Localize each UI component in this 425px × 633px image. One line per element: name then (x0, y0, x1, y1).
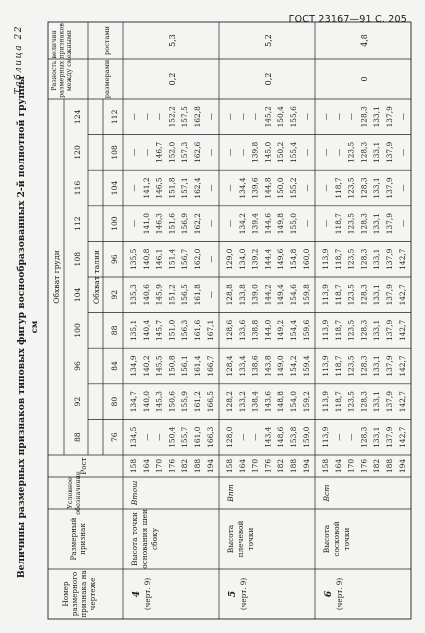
table-cell: 160,0 (301, 248, 311, 270)
table-cell: 139,6 (250, 177, 260, 199)
table-cell: 162,8 (193, 106, 202, 128)
header-diff: Разность величин (50, 30, 58, 91)
table-cell: 155,7 (180, 426, 190, 448)
table-cell: 161,0 (193, 426, 202, 448)
header-chest-value: 96 (73, 361, 82, 371)
table-cell: 146,3 (154, 213, 164, 235)
row-height: 194 (205, 458, 215, 474)
row-number: 4 (132, 590, 142, 598)
row-number-note: (черт. 9) (335, 577, 344, 611)
page-header: ГОСТ 23167—91 С. 205 (288, 14, 407, 25)
table-cell: 113,9 (321, 391, 330, 413)
table-cell: — (129, 219, 138, 228)
table-cell: 152,0 (167, 141, 177, 163)
header-chest-group: Обхват груди (52, 250, 61, 304)
table-cell: — (205, 184, 215, 192)
row-height: 164 (237, 458, 247, 474)
row-height: 182 (276, 458, 286, 474)
table-cell: 145,9 (154, 284, 164, 306)
table-cell: 142,7 (397, 355, 407, 377)
table-cell: 128,3 (359, 319, 369, 341)
table-cell: — (301, 219, 311, 228)
table-cell: — (205, 113, 215, 121)
table-cell: 146,1 (154, 248, 164, 270)
table-cell: 133,1 (372, 106, 382, 128)
table-cell: 145,5 (154, 355, 164, 377)
row-diff-heights: 5,3 (168, 34, 177, 47)
table-cell: 141,2 (141, 177, 151, 199)
table-cell: 137,9 (385, 106, 394, 128)
table-cell: 123,5 (346, 391, 356, 413)
table-cell: 143,8 (263, 355, 273, 377)
table-cell: 155,9 (180, 391, 190, 413)
row-height: 164 (333, 458, 343, 474)
table-cell: 161,2 (193, 391, 202, 413)
table-cell: 144,8 (263, 177, 273, 199)
table-cell: 123,5 (346, 177, 356, 199)
table-cell: 149,0 (276, 355, 286, 377)
header-waist-value: 84 (110, 361, 119, 371)
table-cell: — (154, 433, 164, 441)
table-cell: 145,0 (263, 141, 273, 163)
table-cell: 133,1 (372, 355, 382, 377)
table-cell: 134,5 (129, 426, 138, 448)
header-waist-value: 96 (110, 254, 119, 265)
table-cell: 142,7 (397, 284, 407, 306)
table-cell: 128,3 (359, 391, 369, 413)
table-cell: 133,1 (372, 213, 382, 235)
table-cell: 113,9 (321, 319, 330, 341)
table-cell: — (141, 113, 151, 121)
table-cell: 123,5 (346, 284, 356, 306)
table-cell: 150,6 (167, 391, 177, 413)
table-cell: 118,7 (333, 355, 343, 377)
row-height: 158 (225, 458, 234, 474)
table-cell: 134,7 (129, 391, 138, 413)
table-cell: 154,8 (289, 248, 298, 270)
table-cell: 140,8 (141, 248, 151, 270)
table-cell: — (397, 113, 407, 121)
table-cell: 128,0 (225, 426, 234, 448)
table-cell: 113,9 (321, 284, 330, 306)
row-diff-sizes: 0 (360, 76, 369, 82)
header-chest-value: 116 (73, 180, 82, 196)
table-cell: 128,3 (359, 106, 369, 128)
table-cell: — (301, 113, 311, 121)
table-cell: 139,8 (250, 141, 260, 163)
header-symbol: Условное (66, 477, 74, 509)
row-feature: точки (246, 527, 255, 551)
table-cell: — (333, 433, 343, 441)
row-diff-sizes: 0,2 (264, 72, 273, 86)
row-symbol: Впт (226, 484, 235, 502)
table-cell: 140,2 (141, 355, 151, 377)
table-label: Таблица 22 (14, 25, 24, 95)
table-cell: 145,2 (263, 106, 273, 128)
row-number: 5 (228, 590, 238, 598)
header-chest-value: 104 (73, 287, 82, 303)
table-cell: — (333, 113, 343, 121)
table-cell: 137,9 (385, 391, 394, 413)
table-cell: 128,3 (359, 213, 369, 235)
table-cell: — (237, 433, 247, 441)
row-height: 158 (321, 458, 330, 474)
table-cell: 155,2 (289, 177, 298, 199)
header-waist-value: 80 (110, 396, 119, 407)
table-cell: 149,4 (276, 284, 286, 306)
table-cell: — (301, 184, 311, 192)
table-cell: — (321, 219, 330, 228)
table-unit: см (30, 320, 40, 334)
table-cell: 123,5 (346, 319, 356, 341)
table-cell: — (225, 219, 234, 228)
table-cell: 137,9 (385, 248, 394, 270)
table-cell: — (301, 148, 311, 157)
table-cell: 128,3 (359, 248, 369, 270)
row-number-note: (черт. 9) (143, 577, 152, 611)
table-cell: — (250, 113, 260, 121)
table-cell: 150,0 (276, 177, 286, 199)
table-cell: 159,0 (301, 426, 311, 448)
table-cell: — (129, 184, 138, 192)
table-headers (50, 23, 119, 618)
table-cell: 142,7 (397, 248, 407, 270)
table-cell: 156,3 (180, 319, 190, 341)
row-height: 194 (301, 458, 311, 474)
table-cell: 138,4 (250, 391, 260, 413)
table-cell: 138,6 (250, 355, 260, 377)
table-cell: — (397, 184, 407, 192)
table-cell: 123,5 (346, 248, 356, 270)
table-cell: 162,6 (193, 141, 202, 163)
table-cell: — (250, 433, 260, 441)
table-cell: 146,5 (154, 177, 164, 199)
table-cell: 133,1 (372, 141, 382, 163)
row-diff-sizes: 0,2 (168, 72, 177, 86)
table-cell: 153,8 (289, 426, 298, 448)
row-height: 176 (167, 458, 177, 474)
table-cell: 151,2 (167, 284, 177, 306)
table-cell: 134,0 (237, 248, 247, 270)
header-waist-value: 76 (110, 432, 119, 443)
row-height: 176 (359, 458, 369, 474)
table-cell: — (333, 148, 343, 157)
table-cell: 157,5 (180, 106, 190, 128)
table-cell: 159,8 (301, 284, 311, 306)
table-cell: 151,6 (167, 213, 177, 235)
header-chest-value: 88 (73, 432, 82, 443)
row-symbol: Вст (322, 484, 331, 502)
table-cell: 137,9 (385, 141, 394, 163)
table-cell: — (154, 113, 164, 121)
header-number: чертеже (88, 577, 97, 611)
row-height: 158 (129, 458, 138, 474)
table-cell: 154,2 (289, 355, 298, 377)
header-feature: признак (78, 523, 87, 555)
header-waist-value: 88 (110, 325, 119, 336)
header-waist-value: 112 (110, 109, 119, 125)
table-cell: 154,4 (289, 319, 298, 341)
table-cell: 113,9 (321, 426, 330, 448)
row-feature: сбоку (150, 527, 159, 551)
table-cell: 118,7 (333, 319, 343, 341)
header-symbol: обозначение (74, 471, 82, 515)
header-diff-sizes: размерами (103, 59, 111, 99)
row-feature: сосковой (332, 521, 341, 557)
table-cell: 134,2 (237, 213, 247, 235)
table-cell: 113,9 (321, 248, 330, 270)
table-cell: 137,9 (385, 426, 394, 448)
header-diff: между смежными (65, 29, 73, 92)
table-cell: 155,0 (289, 213, 298, 235)
table-cell: 128,8 (225, 284, 234, 306)
header-chest-value: 120 (73, 145, 82, 160)
table-cell: 162,2 (193, 213, 202, 235)
table-cell: 156,7 (180, 248, 190, 270)
table-cell: 134,9 (129, 355, 138, 377)
table-cell: 156,5 (180, 284, 190, 306)
table-cell: 133,8 (237, 284, 247, 306)
header-number: размерного (70, 571, 79, 617)
table-cell: — (237, 148, 247, 157)
table-cell: 144,4 (263, 248, 273, 270)
row-feature: Высота точки (130, 512, 139, 566)
table-cell: 135,1 (129, 319, 138, 341)
table-cell: 133,6 (237, 319, 247, 341)
table-cell: 167,1 (205, 319, 215, 341)
table-cell: 149,6 (276, 248, 286, 270)
table-cell: 145,7 (154, 319, 164, 341)
row-number: 6 (324, 590, 334, 598)
table-cell: 137,9 (385, 177, 394, 199)
table-cell: 139,0 (250, 284, 260, 306)
table-cell: — (225, 148, 234, 157)
table-cell: 157,3 (180, 141, 190, 163)
header-height: Рост (79, 457, 88, 475)
table-cell: 149,8 (276, 213, 286, 235)
table-cell: 128,3 (359, 355, 369, 377)
table-cell: — (205, 219, 215, 228)
table-cell: 161,4 (193, 355, 202, 377)
table-cell: 144,6 (263, 213, 273, 235)
table-cell: 139,4 (250, 213, 260, 235)
table-cell: 144,2 (263, 284, 273, 306)
table-cell: 149,2 (276, 319, 286, 341)
table-cell: — (225, 113, 234, 121)
table-cell: 143,4 (263, 426, 273, 448)
table-cell: — (141, 148, 151, 157)
table-cell: 166,3 (205, 426, 215, 448)
table-cell: 166,5 (205, 391, 215, 413)
table-cell: 140,6 (141, 284, 151, 306)
table-cell: 152,2 (167, 106, 177, 128)
table-cell: 140,0 (141, 391, 151, 413)
table-cell: 128,2 (225, 391, 234, 413)
table-cell: 140,4 (141, 319, 151, 341)
header-waist-value: 92 (110, 289, 119, 300)
table-cell: — (141, 433, 151, 441)
table-cell: 151,8 (167, 177, 177, 199)
row-height: 170 (346, 458, 356, 474)
table-cell: — (346, 113, 356, 121)
table-cell: 159,4 (301, 355, 311, 377)
table-cell: — (205, 255, 215, 263)
table-cell: 161,6 (193, 319, 202, 341)
table-cell: 154,0 (289, 391, 298, 413)
row-height: 176 (263, 458, 273, 474)
row-feature: Высота (322, 524, 331, 554)
table-cell: 150,2 (276, 141, 286, 163)
table-cell: — (397, 148, 407, 157)
row-height: 164 (141, 458, 151, 474)
table-cell: 151,4 (167, 248, 177, 270)
table-cell: 156,9 (180, 213, 190, 235)
header-diff-heights: ростами (103, 26, 111, 55)
header-chest-value: 108 (73, 251, 82, 267)
table-cell: 133,1 (372, 426, 382, 448)
table-cell: 142,7 (397, 319, 407, 341)
table-cell: 146,7 (154, 141, 164, 163)
size-table (10, 14, 415, 627)
table-cell: 118,7 (333, 213, 343, 235)
header-chest-value: 92 (73, 396, 82, 407)
table-cell: 150,8 (167, 355, 177, 377)
table-cell: 141,0 (141, 213, 151, 235)
table-cell: 159,2 (301, 391, 311, 413)
table-cell: 142,7 (397, 426, 407, 448)
table-cell: — (237, 113, 247, 121)
table-cell: — (321, 148, 330, 157)
table-cell: 155,4 (289, 141, 298, 163)
table-cell: 139,2 (250, 248, 260, 270)
table-cell: 133,1 (372, 319, 382, 341)
table-cell: 155,6 (289, 106, 298, 128)
header-number: признака на (79, 570, 88, 618)
table-cell: 137,9 (385, 355, 394, 377)
row-height: 182 (180, 458, 190, 474)
table-cell: — (397, 219, 407, 228)
table-cell: 138,8 (250, 319, 260, 341)
table-cell: 162,4 (193, 177, 202, 199)
table-cell: 129,0 (225, 248, 234, 270)
table-cell: 154,6 (289, 284, 298, 306)
header-waist-value: 104 (110, 180, 119, 196)
table-cell: 123,5 (346, 355, 356, 377)
table-cell: 128,3 (359, 426, 369, 448)
table-cell: 135,5 (129, 248, 138, 270)
table-cell: 156,1 (180, 355, 190, 377)
table-cell: 133,2 (237, 391, 247, 413)
table-cell: 142,7 (397, 391, 407, 413)
table-cell: 143,6 (263, 391, 273, 413)
row-height: 194 (397, 458, 407, 474)
table-cell: 123,5 (346, 213, 356, 235)
header-number: Номер (61, 581, 70, 607)
row-number-note: (черт. 9) (239, 577, 248, 611)
header-waist-value: 108 (110, 145, 119, 160)
table-cell: — (129, 113, 138, 121)
table-cell: 137,9 (385, 319, 394, 341)
table-cell: — (225, 184, 234, 192)
table-cell: 137,9 (385, 213, 394, 235)
table-cell: 133,4 (237, 355, 247, 377)
row-diff-heights: 4,8 (360, 34, 369, 47)
table-cell: 150,4 (276, 106, 286, 128)
table-title: Величины размерных признаков типовых фигур воснообразованных 2-й полнотной группы (16, 75, 27, 579)
table-cell: — (346, 433, 356, 441)
table-cell: — (129, 148, 138, 157)
header-chest-value: 100 (73, 323, 82, 338)
header-waist-group: Обхват талии (92, 249, 101, 305)
row-height: 170 (250, 458, 260, 474)
rotated-table-block (10, 14, 415, 627)
table-cell: 133,1 (372, 284, 382, 306)
row-height: 188 (385, 458, 394, 474)
table-body (129, 34, 407, 610)
table-cell: 144,0 (263, 319, 273, 341)
row-height: 170 (154, 458, 164, 474)
table-cell: 133,1 (372, 177, 382, 199)
table-cell: 118,7 (333, 248, 343, 270)
table-cell: 123,5 (346, 141, 356, 163)
table-cell: 151,0 (167, 319, 177, 341)
row-feature: основания шеи (140, 509, 149, 569)
table-cell: 148,6 (276, 426, 286, 448)
header-chest-value: 124 (73, 109, 82, 125)
table-cell: — (321, 184, 330, 192)
table-cell: 128,4 (225, 355, 234, 377)
table-cell: 128,3 (359, 284, 369, 306)
table-cell: 128,6 (225, 319, 234, 341)
table-cell: 135,3 (129, 284, 138, 306)
table-cell: 166,7 (205, 355, 215, 377)
row-feature: Высота (226, 524, 235, 554)
table-cell: — (205, 148, 215, 157)
table-cell: 145,3 (154, 391, 164, 413)
table-cell: 133,1 (372, 248, 382, 270)
header-waist-value: 100 (110, 216, 119, 231)
row-height: 188 (193, 458, 202, 474)
table-cell: 134,4 (237, 177, 247, 199)
header-chest-value: 112 (73, 216, 82, 231)
table-cell: — (205, 291, 215, 299)
row-height: 188 (289, 458, 298, 474)
table-cell: 148,8 (276, 391, 286, 413)
table-cell: 157,1 (180, 177, 190, 199)
table-cell: — (321, 113, 330, 121)
table-cell: 118,7 (333, 284, 343, 306)
header-diff: размерных признаков (57, 23, 66, 98)
table-cell: 161,8 (193, 284, 202, 306)
table-cell: 162,0 (193, 248, 202, 270)
row-feature: точки (342, 527, 351, 551)
header-feature: Размерный (69, 517, 78, 561)
row-height: 182 (372, 458, 382, 474)
row-symbol: Втош (130, 480, 139, 506)
table-cell: 133,1 (372, 391, 382, 413)
table-cell: 113,9 (321, 355, 330, 377)
table-cell: 128,3 (359, 177, 369, 199)
row-diff-heights: 5,2 (264, 34, 273, 47)
table-cell: 118,7 (333, 391, 343, 413)
table-cell: 159,6 (301, 319, 311, 341)
table-cell: 118,7 (333, 177, 343, 199)
table-cell: 150,4 (167, 426, 177, 448)
table-cell: 137,9 (385, 284, 394, 306)
row-feature: плечевой (236, 520, 245, 558)
table-cell: 128,3 (359, 141, 369, 163)
